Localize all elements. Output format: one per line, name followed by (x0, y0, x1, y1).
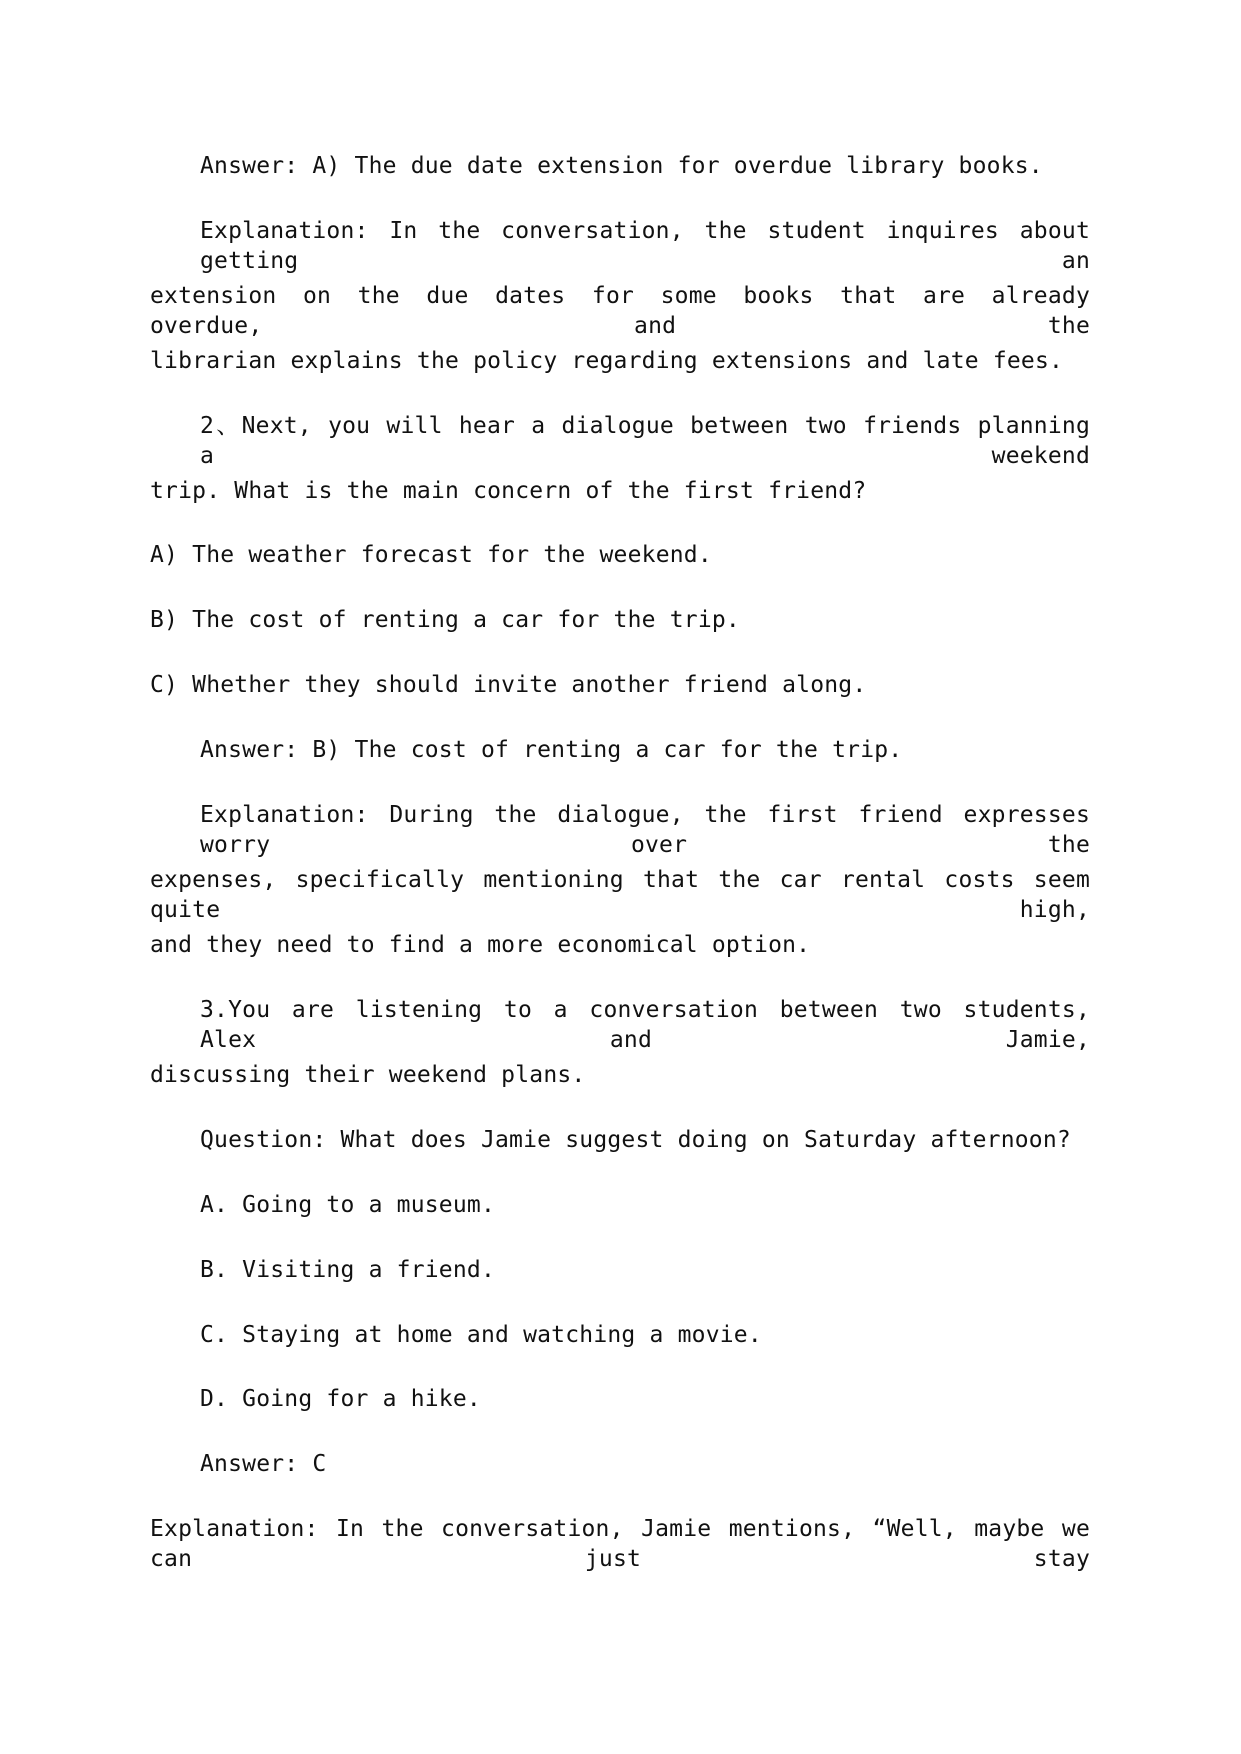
explanation-1-line-2: extension on the due dates for some books that are already overdue, and the (150, 283, 1090, 339)
option-2c: C) Whether they should invite another friend along. (150, 672, 867, 698)
explanation-2-line-1: Explanation: During the dialogue, the first friend expresses worry over the (200, 802, 1090, 858)
option-2a: A) The weather forecast for the weekend. (150, 542, 712, 568)
question-2-line-2: trip. What is the main concern of the first friend? (150, 478, 867, 504)
option-3d: D. Going for a hike. (200, 1386, 481, 1412)
explanation-1-line-3: librarian explains the policy regarding extensions and late fees. (150, 348, 1064, 374)
option-2b: B) The cost of renting a car for the trip. (150, 607, 740, 633)
explanation-2-line-3: and they need to find a more economical option. (150, 932, 811, 958)
answer-3: Answer: C (200, 1451, 327, 1477)
explanation-3-line-1: Explanation: In the conversation, Jamie mentions, “Well, maybe we can just stay (150, 1516, 1090, 1572)
explanation-1-line-1: Explanation: In the conversation, the student inquires about getting an (200, 218, 1090, 274)
question-3-line-1: 3.You are listening to a conversation between two students, Alex and Jamie, (200, 997, 1090, 1053)
option-3b: B. Visiting a friend. (200, 1257, 495, 1283)
option-3c: C. Staying at home and watching a movie. (200, 1322, 762, 1348)
explanation-2-line-2: expenses, specifically mentioning that the car rental costs seem quite high, (150, 867, 1090, 923)
question-3-line-2: discussing their weekend plans. (150, 1062, 586, 1088)
answer-2: Answer: B) The cost of renting a car for the trip. (200, 737, 903, 763)
question-3-prompt: Question: What does Jamie suggest doing on Saturday afternoon? (200, 1127, 1071, 1153)
answer-1: Answer: A) The due date extension for overdue library books. (200, 153, 1043, 179)
option-3a: A. Going to a museum. (200, 1192, 495, 1218)
question-2-line-1: 2、Next, you will hear a dialogue between two friends planning a weekend (200, 413, 1090, 469)
